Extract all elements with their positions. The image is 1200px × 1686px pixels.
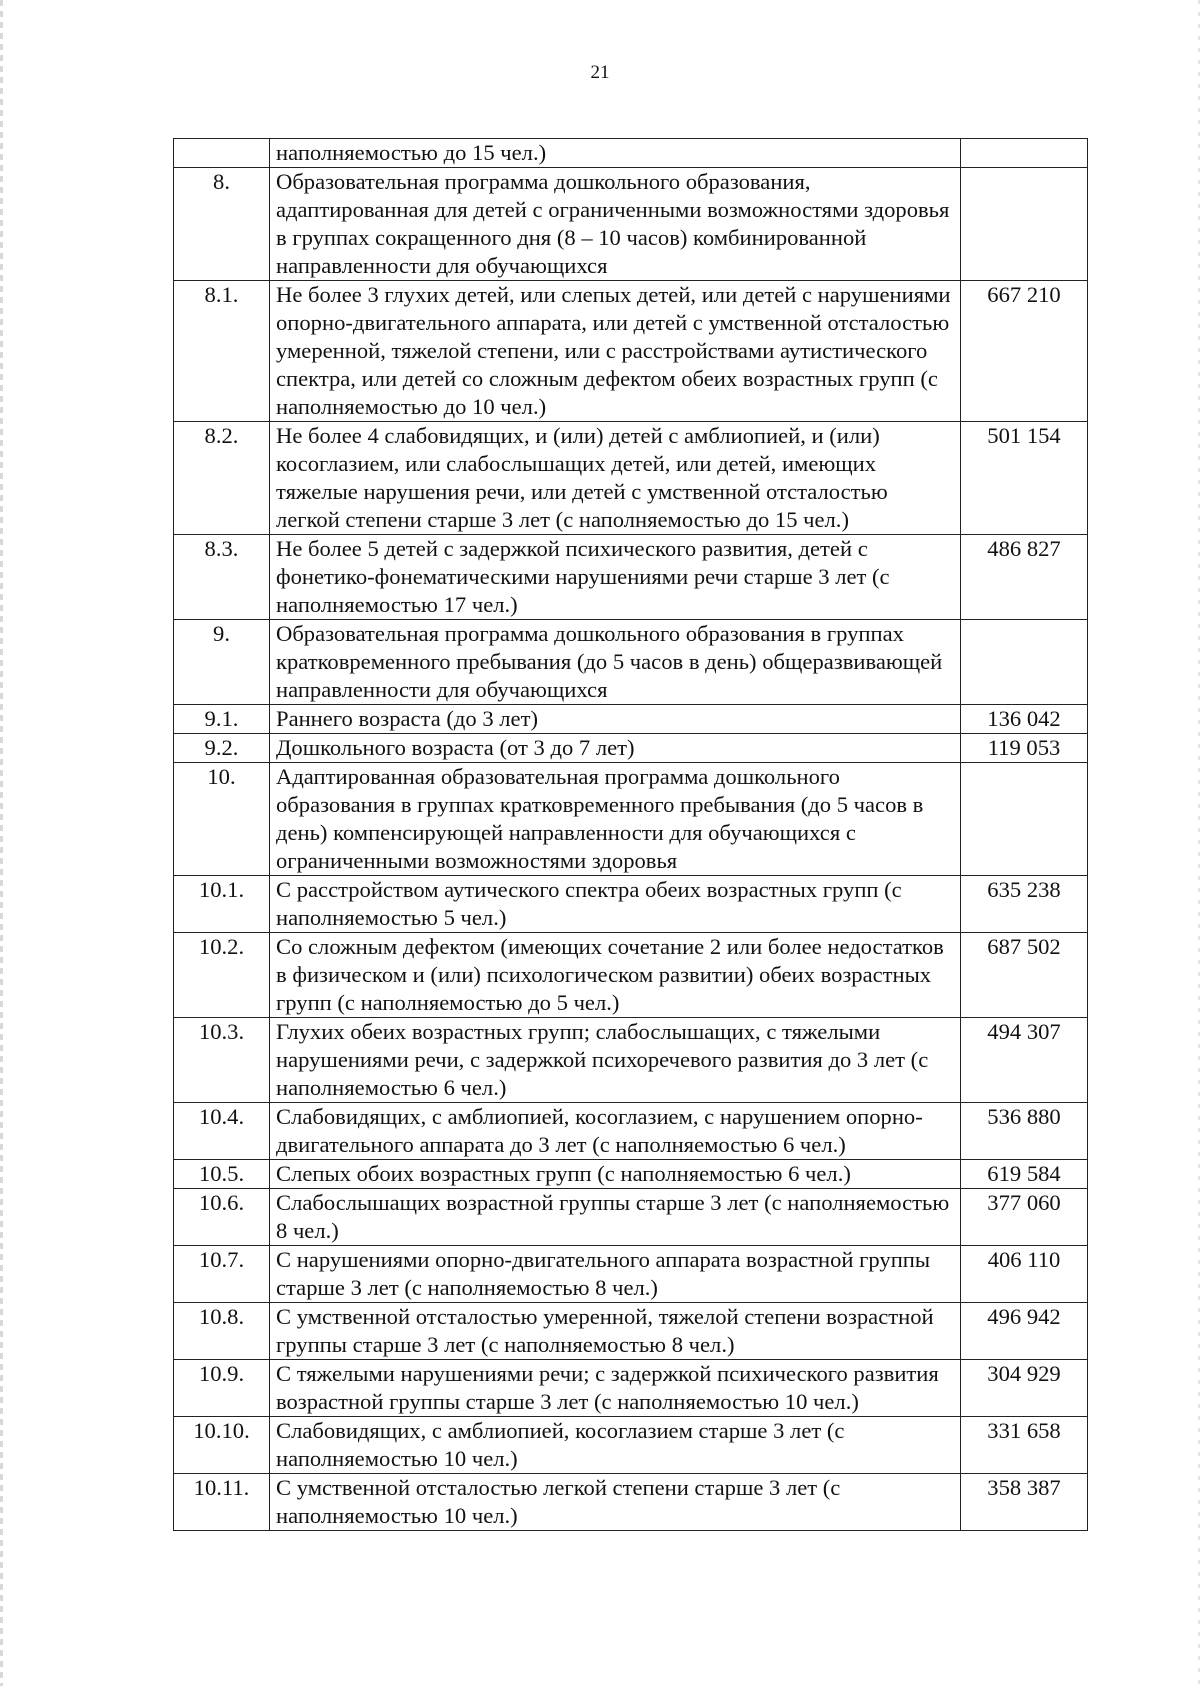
row-description: Слабовидящих, с амблиопией, косоглазием, с нарушением опорно-двигательного аппарата до 3 лет (с наполняемостью 6 чел.) xyxy=(270,1103,961,1160)
table-row xyxy=(174,763,1088,876)
table-row xyxy=(174,1360,1088,1417)
row-number: 8. xyxy=(174,168,270,281)
row-value: 358 387 xyxy=(961,1474,1088,1531)
row-number: 10.5. xyxy=(174,1160,270,1189)
table-row xyxy=(174,535,1088,620)
row-description: Слабослышащих возрастной группы старше 3 лет (с наполняемостью 8 чел.) xyxy=(270,1189,961,1246)
table-row xyxy=(174,422,1088,535)
row-number: 10.6. xyxy=(174,1189,270,1246)
table-row xyxy=(174,168,1088,281)
row-value: 331 658 xyxy=(961,1417,1088,1474)
table-row xyxy=(174,1160,1088,1189)
row-description: Не более 3 глухих детей, или слепых детей, или детей с нарушениями опорно-двигательного аппарата, или детей с умственной отсталостью умеренной, тяжелой степени, или с расстройствами аутистического спектра, или детей со сложным дефектом обеих возрастных групп (с наполняемостью до 10 чел.) xyxy=(270,281,961,422)
row-number: 9. xyxy=(174,620,270,705)
table-row xyxy=(174,281,1088,422)
row-description: Не более 5 детей с задержкой психического развития, детей с фонетико-фонематическими нарушениями речи старше 3 лет (с наполняемостью 17 чел.) xyxy=(270,535,961,620)
row-description: Раннего возраста (до 3 лет) xyxy=(270,705,961,734)
row-description: Со сложным дефектом (имеющих сочетание 2 или более недостатков в физическом и (или) психологическом развитии) обеих возрастных групп (с наполняемостью до 5 чел.) xyxy=(270,933,961,1018)
row-value xyxy=(961,763,1088,876)
table-row xyxy=(174,1474,1088,1531)
table-row xyxy=(174,1103,1088,1160)
row-value: 667 210 xyxy=(961,281,1088,422)
table-row xyxy=(174,1018,1088,1103)
table-row xyxy=(174,139,1088,168)
row-number xyxy=(174,139,270,168)
table-row xyxy=(174,1417,1088,1474)
row-value: 377 060 xyxy=(961,1189,1088,1246)
row-value xyxy=(961,168,1088,281)
row-description: Глухих обеих возрастных групп; слабослышащих, с тяжелыми нарушениями речи, с задержкой психоречевого развития до 3 лет (с наполняемостью 6 чел.) xyxy=(270,1018,961,1103)
scan-edge-left xyxy=(0,0,3,1686)
table-row xyxy=(174,876,1088,933)
row-description: С умственной отсталостью умеренной, тяжелой степени возрастной группы старше 3 лет (с наполняемостью 8 чел.) xyxy=(270,1303,961,1360)
row-description: Образовательная программа дошкольного образования в группах кратковременного пребывания (до 5 часов в день) общеразвивающей направленности для обучающихся xyxy=(270,620,961,705)
row-description: наполняемостью до 15 чел.) xyxy=(270,139,961,168)
row-description: С тяжелыми нарушениями речи; с задержкой психического развития возрастной группы старше 3 лет (с наполняемостью 10 чел.) xyxy=(270,1360,961,1417)
row-value: 486 827 xyxy=(961,535,1088,620)
row-number: 10.8. xyxy=(174,1303,270,1360)
row-description: Слепых обоих возрастных групп (с наполняемостью 6 чел.) xyxy=(270,1160,961,1189)
row-value: 119 053 xyxy=(961,734,1088,763)
table-row xyxy=(174,1189,1088,1246)
row-value: 494 307 xyxy=(961,1018,1088,1103)
row-number: 10.11. xyxy=(174,1474,270,1531)
row-number: 8.3. xyxy=(174,535,270,620)
row-value: 136 042 xyxy=(961,705,1088,734)
row-value: 304 929 xyxy=(961,1360,1088,1417)
row-number: 9.1. xyxy=(174,705,270,734)
row-number: 8.1. xyxy=(174,281,270,422)
row-value: 501 154 xyxy=(961,422,1088,535)
row-value: 619 584 xyxy=(961,1160,1088,1189)
row-number: 10. xyxy=(174,763,270,876)
row-description: Адаптированная образовательная программа дошкольного образования в группах кратковременного пребывания (до 5 часов в день) компенсирующей направленности для обучающихся с ограниченными возможностями здоровья xyxy=(270,763,961,876)
row-value xyxy=(961,620,1088,705)
row-description: Не более 4 слабовидящих, и (или) детей с амблиопией, и (или) косоглазием, или слабослышащих детей, или детей, имеющих тяжелые нарушения речи, или детей с умственной отсталостью легкой степени старше 3 лет (с наполняемостью до 15 чел.) xyxy=(270,422,961,535)
row-value xyxy=(961,139,1088,168)
row-number: 10.4. xyxy=(174,1103,270,1160)
row-number: 9.2. xyxy=(174,734,270,763)
row-value: 687 502 xyxy=(961,933,1088,1018)
table-row xyxy=(174,1303,1088,1360)
row-description: С умственной отсталостью легкой степени старше 3 лет (с наполняемостью 10 чел.) xyxy=(270,1474,961,1531)
row-description: С расстройством аутического спектра обеих возрастных групп (с наполняемостью 5 чел.) xyxy=(270,876,961,933)
table-row xyxy=(174,1246,1088,1303)
tariff-table xyxy=(173,138,1088,1531)
row-number: 10.2. xyxy=(174,933,270,1018)
row-description: С нарушениями опорно-двигательного аппарата возрастной группы старше 3 лет (с наполняемостью 8 чел.) xyxy=(270,1246,961,1303)
row-description: Образовательная программа дошкольного образования, адаптированная для детей с ограниченными возможностями здоровья в группах сокращенного дня (8 – 10 часов) комбинированной направленности для обучающихся xyxy=(270,168,961,281)
row-number: 10.10. xyxy=(174,1417,270,1474)
row-value: 536 880 xyxy=(961,1103,1088,1160)
row-number: 10.1. xyxy=(174,876,270,933)
row-number: 8.2. xyxy=(174,422,270,535)
row-value: 496 942 xyxy=(961,1303,1088,1360)
table-row xyxy=(174,705,1088,734)
row-number: 10.3. xyxy=(174,1018,270,1103)
row-description: Дошкольного возраста (от 3 до 7 лет) xyxy=(270,734,961,763)
table-row xyxy=(174,620,1088,705)
row-number: 10.7. xyxy=(174,1246,270,1303)
page-number: 21 xyxy=(590,62,610,83)
row-value: 635 238 xyxy=(961,876,1088,933)
table-row xyxy=(174,734,1088,763)
table-row xyxy=(174,933,1088,1018)
row-value: 406 110 xyxy=(961,1246,1088,1303)
row-number: 10.9. xyxy=(174,1360,270,1417)
row-description: Слабовидящих, с амблиопией, косоглазием старше 3 лет (с наполняемостью 10 чел.) xyxy=(270,1417,961,1474)
